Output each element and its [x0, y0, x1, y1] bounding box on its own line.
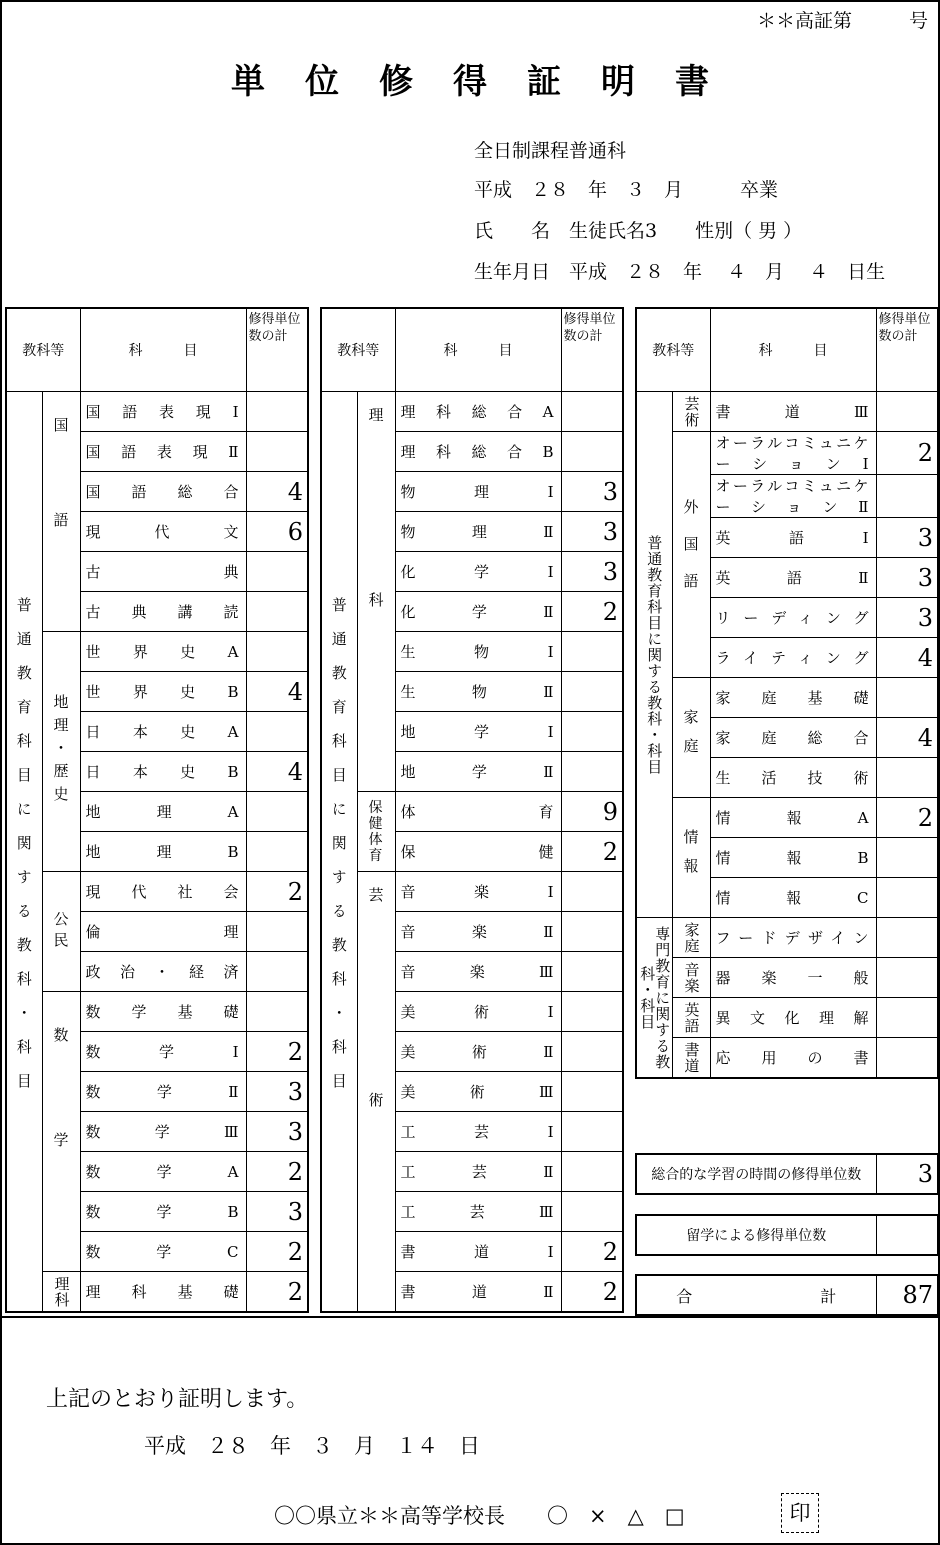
- header-category: 教科等: [321, 308, 395, 392]
- units-value: [561, 672, 623, 712]
- subject-name: フードデザイン: [710, 918, 876, 958]
- units-value: [246, 632, 308, 672]
- units-value: 2: [246, 1232, 308, 1272]
- group-label: 普通教育科目に関する教科・科目: [636, 392, 672, 918]
- subject-name: 倫理: [80, 912, 246, 952]
- study-abroad-label: 留学による修得単位数: [636, 1215, 876, 1255]
- subject-name: 物理Ⅱ: [395, 512, 561, 552]
- grand-total-box: [635, 1274, 939, 1316]
- subject-name: 古典: [80, 552, 246, 592]
- subject-name: 生活技術: [710, 758, 876, 798]
- subject-name: 地理A: [80, 792, 246, 832]
- certification-statement: 上記のとおり証明します。: [46, 1387, 309, 1412]
- units-value: [876, 958, 938, 998]
- units-value: [876, 918, 938, 958]
- group-label-special: 専門教育に関する教科・科目: [636, 918, 672, 1079]
- category-cell: 家庭: [672, 918, 710, 958]
- subject-name: ライティング: [710, 638, 876, 678]
- subject-name: 現代文: [80, 512, 246, 552]
- subject-name: 書道Ⅰ: [395, 1232, 561, 1272]
- units-value: [561, 992, 623, 1032]
- subject-name: 数学基礎: [80, 992, 246, 1032]
- units-value: 2: [561, 592, 623, 632]
- category-cell: 音楽: [672, 958, 710, 998]
- subject-name: 数学A: [80, 1152, 246, 1192]
- subject-name: オーラルコミュニケーションⅠ: [710, 432, 876, 475]
- units-value: 2: [876, 798, 938, 838]
- subject-name: 世界史A: [80, 632, 246, 672]
- units-value: [246, 952, 308, 992]
- units-value: [876, 475, 938, 518]
- subject-name: 古典講読: [80, 592, 246, 632]
- header-units: 修得単位数の計: [561, 308, 623, 392]
- header-category: 教科等: [6, 308, 80, 392]
- subject-name: 工芸Ⅱ: [395, 1152, 561, 1192]
- subjects-table-3: [635, 307, 939, 1079]
- subject-name: 数学Ⅱ: [80, 1072, 246, 1112]
- units-value: 3: [876, 518, 938, 558]
- subject-name: 音楽Ⅱ: [395, 912, 561, 952]
- subject-name: 化学Ⅱ: [395, 592, 561, 632]
- subject-name: 英語Ⅱ: [710, 558, 876, 598]
- subject-name: 物理Ⅰ: [395, 472, 561, 512]
- header-units: 修得単位数の計: [876, 308, 938, 392]
- units-value: [246, 832, 308, 872]
- subject-name: 情報B: [710, 838, 876, 878]
- units-value: 2: [561, 1232, 623, 1272]
- subject-name: オーラルコミュニケーションⅡ: [710, 475, 876, 518]
- category-cell: 理科: [42, 1272, 80, 1313]
- units-value: [561, 752, 623, 792]
- units-value: 3: [246, 1192, 308, 1232]
- units-value: [876, 392, 938, 432]
- category-cell: 英語: [672, 998, 710, 1038]
- units-value: [246, 392, 308, 432]
- units-value: [561, 1112, 623, 1152]
- subject-name: 情報C: [710, 878, 876, 918]
- course-line: 全日制課程普通科: [474, 140, 627, 162]
- subject-name: 理科総合A: [395, 392, 561, 432]
- birth-line: 生年月日 平成 ２８ 年 ４ 月 ４ 日生: [474, 261, 886, 283]
- units-value: [246, 432, 308, 472]
- subject-name: 化学Ⅰ: [395, 552, 561, 592]
- units-value: [876, 758, 938, 798]
- units-value: [246, 992, 308, 1032]
- grand-total-label: 合 計: [636, 1275, 876, 1315]
- units-value: 6: [246, 512, 308, 552]
- subject-name: 美術Ⅱ: [395, 1032, 561, 1072]
- document-title: 単位修得証明書: [231, 62, 749, 102]
- units-value: [876, 838, 938, 878]
- subject-name: 器楽一般: [710, 958, 876, 998]
- units-value: [876, 878, 938, 918]
- subject-name: 国語表現Ⅰ: [80, 392, 246, 432]
- subject-name: 地理B: [80, 832, 246, 872]
- category-cell: 保健体育: [357, 792, 395, 872]
- category-cell: 数学: [42, 992, 80, 1272]
- subject-name: 体育: [395, 792, 561, 832]
- group-label: 普通教育科目に関する教科・科目: [6, 392, 42, 1313]
- header-category: 教科等: [636, 308, 710, 392]
- grand-total-value: 87: [876, 1275, 938, 1315]
- category-cell: 情報: [672, 798, 710, 918]
- name-line: 氏 名 生徒氏名3 性別（ 男 ）: [474, 220, 803, 242]
- subject-name: 家庭基礎: [710, 678, 876, 718]
- subject-name: 美術Ⅲ: [395, 1072, 561, 1112]
- study-abroad-value: [876, 1215, 938, 1255]
- subject-name: 工芸Ⅰ: [395, 1112, 561, 1152]
- header-subject: 科 目: [395, 308, 561, 392]
- units-value: [561, 432, 623, 472]
- units-value: 2: [246, 1032, 308, 1072]
- units-value: 3: [876, 558, 938, 598]
- integrated-study-label: 総合的な学習の時間の修得単位数: [636, 1154, 876, 1194]
- header-subject: 科 目: [80, 308, 246, 392]
- units-value: [561, 1152, 623, 1192]
- category-cell: 家庭: [672, 678, 710, 798]
- units-value: 4: [246, 672, 308, 712]
- units-value: 4: [246, 472, 308, 512]
- units-value: 9: [561, 792, 623, 832]
- units-value: 4: [246, 752, 308, 792]
- category-cell: 芸術: [357, 872, 395, 1313]
- units-value: 2: [246, 872, 308, 912]
- category-cell: 理科: [357, 392, 395, 792]
- subject-name: 書道Ⅲ: [710, 392, 876, 432]
- subject-name: 数学B: [80, 1192, 246, 1232]
- header-subject: 科 目: [710, 308, 876, 392]
- units-value: [876, 678, 938, 718]
- category-cell: 書道: [672, 1038, 710, 1079]
- subject-name: 情報A: [710, 798, 876, 838]
- principal-name: 〇〇県立＊＊高等学校長 〇 × △ □: [274, 1504, 685, 1528]
- subject-name: 書道Ⅱ: [395, 1272, 561, 1313]
- units-value: 3: [246, 1112, 308, 1152]
- category-cell: 公民: [42, 872, 80, 992]
- subject-name: 日本史B: [80, 752, 246, 792]
- subject-name: 英語Ⅰ: [710, 518, 876, 558]
- category-cell: 外国語: [672, 432, 710, 678]
- subject-name: 保健: [395, 832, 561, 872]
- units-value: [246, 552, 308, 592]
- units-value: 2: [561, 1272, 623, 1313]
- category-cell: 芸術: [672, 392, 710, 432]
- integrated-study-value: 3: [876, 1154, 938, 1194]
- units-value: 4: [876, 638, 938, 678]
- units-value: [876, 1038, 938, 1079]
- units-value: [246, 592, 308, 632]
- category-cell: 地理・歴史: [42, 632, 80, 872]
- subject-name: 生物Ⅱ: [395, 672, 561, 712]
- units-value: [561, 1032, 623, 1072]
- units-value: [561, 872, 623, 912]
- units-value: 2: [246, 1152, 308, 1192]
- subject-name: 現代社会: [80, 872, 246, 912]
- subject-name: 数学C: [80, 1232, 246, 1272]
- subject-name: 国語総合: [80, 472, 246, 512]
- subject-name: 応用の書: [710, 1038, 876, 1079]
- subject-name: 国語表現Ⅱ: [80, 432, 246, 472]
- subject-name: 異文化理解: [710, 998, 876, 1038]
- subject-name: 理科総合B: [395, 432, 561, 472]
- certificate-number: ＊＊高証第 号: [756, 10, 928, 32]
- subject-name: 生物Ⅰ: [395, 632, 561, 672]
- units-value: 3: [561, 512, 623, 552]
- subjects-table-2: [320, 307, 624, 1313]
- units-value: 2: [246, 1272, 308, 1313]
- units-value: 3: [876, 598, 938, 638]
- subject-name: 日本史A: [80, 712, 246, 752]
- subject-name: 数学Ⅰ: [80, 1032, 246, 1072]
- subject-name: 世界史B: [80, 672, 246, 712]
- integrated-study-box: [635, 1153, 939, 1195]
- units-value: [561, 632, 623, 672]
- section-divider: [2, 1316, 938, 1318]
- subject-name: 地学Ⅰ: [395, 712, 561, 752]
- units-value: [246, 912, 308, 952]
- subject-name: 数学Ⅲ: [80, 1112, 246, 1152]
- certification-date: 平成 ２８ 年 ３ 月 １４ 日: [144, 1434, 480, 1458]
- category-cell: 国語: [42, 392, 80, 632]
- units-value: [246, 792, 308, 832]
- study-abroad-box: [635, 1214, 939, 1256]
- subject-name: 政治・経済: [80, 952, 246, 992]
- subject-name: リーディング: [710, 598, 876, 638]
- units-value: [876, 998, 938, 1038]
- graduation-line: 平成 ２８ 年 ３ 月 卒業: [474, 179, 779, 201]
- units-value: 4: [876, 718, 938, 758]
- units-value: [561, 912, 623, 952]
- subject-name: 音楽Ⅲ: [395, 952, 561, 992]
- units-value: [561, 712, 623, 752]
- units-value: [246, 712, 308, 752]
- subject-name: 地学Ⅱ: [395, 752, 561, 792]
- units-value: [561, 952, 623, 992]
- subject-name: 工芸Ⅲ: [395, 1192, 561, 1232]
- units-value: [561, 1072, 623, 1112]
- subjects-table-1: [5, 307, 309, 1313]
- subject-name: 家庭総合: [710, 718, 876, 758]
- seal-box: 印: [781, 1493, 819, 1533]
- units-value: 2: [561, 832, 623, 872]
- group-label: 普通教育科目に関する教科・科目: [321, 392, 357, 1313]
- units-value: 3: [561, 472, 623, 512]
- subject-name: 音楽Ⅰ: [395, 872, 561, 912]
- units-value: 3: [561, 552, 623, 592]
- header-units: 修得単位数の計: [246, 308, 308, 392]
- units-value: 2: [876, 432, 938, 475]
- subject-name: 美術Ⅰ: [395, 992, 561, 1032]
- units-value: [561, 392, 623, 432]
- units-value: 3: [246, 1072, 308, 1112]
- units-value: [561, 1192, 623, 1232]
- subject-name: 理科基礎: [80, 1272, 246, 1313]
